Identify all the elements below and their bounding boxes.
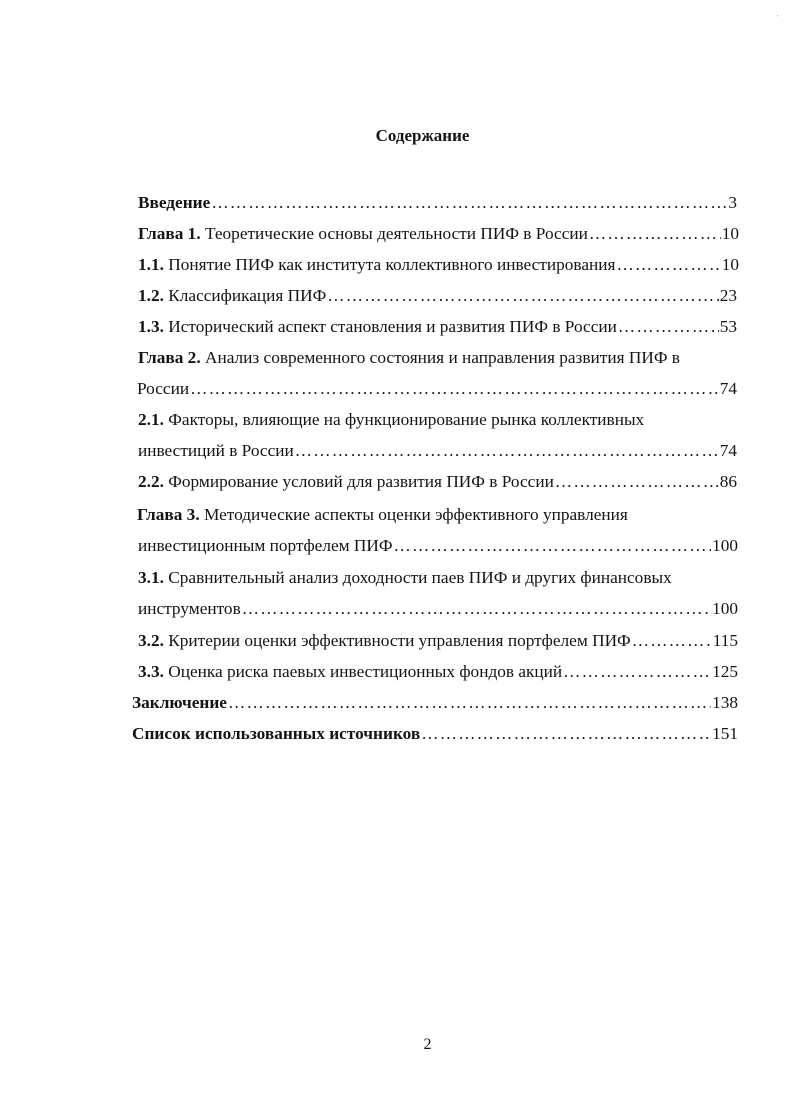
- section-title: Классификация ПИФ: [168, 286, 327, 305]
- chapter-number: Глава 2.: [138, 348, 201, 367]
- toc-page-number: 125: [712, 662, 738, 681]
- section-number: 3.3.: [138, 662, 164, 681]
- page-title: Содержание: [375, 126, 470, 145]
- toc-entry-section-3-1-continuation[interactable]: [138, 600, 738, 617]
- toc-page-number: 115: [712, 631, 738, 650]
- dot-leader: [190, 380, 719, 397]
- toc-entry-label: Заключение: [132, 693, 227, 712]
- dot-leader: [421, 725, 711, 742]
- toc-entry-label: [138, 663, 562, 680]
- section-number: 2.2.: [138, 472, 164, 491]
- toc-entry-label: [138, 349, 680, 366]
- section-number: 2.1.: [138, 410, 164, 429]
- section-number: 1.1.: [138, 255, 164, 274]
- dot-leader: [563, 663, 711, 680]
- section-title: Формирование условий для развития ПИФ в России: [168, 472, 554, 491]
- toc-entry-chapter-1[interactable]: [138, 225, 739, 242]
- toc-page-number: 23: [719, 286, 737, 305]
- toc-entry-section-3-2[interactable]: [138, 632, 738, 649]
- chapter-number: Глава 1.: [138, 224, 201, 243]
- section-number: 1.2.: [138, 286, 164, 305]
- toc-entry-sources[interactable]: [132, 725, 738, 742]
- toc-entry-label: [138, 411, 644, 428]
- toc-entry-label: [138, 318, 617, 335]
- toc-entry-intro[interactable]: [138, 194, 737, 211]
- section-title: Исторический аспект становления и развития ПИФ в России: [168, 317, 617, 336]
- section-title-continuation: инвестиций в России: [138, 441, 294, 460]
- toc-page-number: 10: [721, 224, 739, 243]
- toc-entry-label: [138, 225, 588, 242]
- toc-entry-conclusion[interactable]: [132, 694, 738, 711]
- page-number: 2: [423, 1036, 432, 1053]
- chapter-title-continuation: инвестиционным портфелем ПИФ: [138, 536, 393, 555]
- section-title: Понятие ПИФ как института коллективного инвестирования: [168, 255, 616, 274]
- toc-entry-chapter-3[interactable]: [137, 506, 628, 523]
- toc-entry-section-3-1[interactable]: [138, 569, 672, 586]
- section-number: 3.2.: [138, 631, 164, 650]
- toc-page-number: 100: [712, 599, 738, 618]
- toc-entry-label: Введение: [138, 193, 211, 212]
- chapter-number: Глава 3.: [137, 505, 200, 524]
- dot-leader: [555, 473, 719, 490]
- section-number: 3.1.: [138, 568, 164, 587]
- section-title: Оценка риска паевых инвестиционных фондов акций: [168, 662, 563, 681]
- toc-page-number: 151: [712, 724, 738, 743]
- toc-entry-label: [138, 473, 554, 490]
- dot-leader: [242, 600, 711, 617]
- dot-leader: [211, 194, 727, 211]
- section-title-continuation: инструментов: [138, 599, 241, 618]
- dot-leader: [394, 537, 712, 554]
- toc-entry-label: [138, 256, 615, 273]
- dot-leader: [295, 442, 719, 459]
- scan-mark: ´: [776, 14, 779, 23]
- toc-page-number: 138: [712, 693, 738, 712]
- toc-entry-chapter-3-continuation[interactable]: [138, 537, 738, 554]
- toc-entry-label: [138, 632, 631, 649]
- chapter-title: Методические аспекты оценки эффективного управления: [203, 505, 628, 524]
- toc-entry-section-2-1[interactable]: [138, 411, 644, 428]
- dot-leader: [616, 256, 720, 273]
- toc-entry-section-2-1-continuation[interactable]: [138, 442, 737, 459]
- toc-entry-label: [137, 506, 628, 523]
- toc-page-number: 74: [719, 441, 737, 460]
- dot-leader: [618, 318, 719, 335]
- section-title: Сравнительный анализ доходности паев ПИФ и других финансовых: [168, 568, 672, 587]
- toc-entry-label: Список использованных источников: [132, 724, 421, 743]
- dot-leader: [632, 632, 712, 649]
- dot-leader: [327, 287, 718, 304]
- toc-entry-chapter-2[interactable]: [138, 349, 680, 366]
- section-title: Критерии оценки эффективности управления портфелем ПИФ: [168, 631, 631, 650]
- toc-page-number: 74: [719, 379, 737, 398]
- section-number: 1.3.: [138, 317, 164, 336]
- toc-page-number: 10: [721, 255, 739, 274]
- toc-entry-label: [138, 569, 672, 586]
- toc-entry-section-1-2[interactable]: [138, 287, 737, 304]
- toc-entry-label: [138, 287, 326, 304]
- toc-page-number: 86: [719, 472, 737, 491]
- toc-entry-chapter-2-continuation[interactable]: [137, 380, 737, 397]
- chapter-title-continuation: России: [137, 379, 190, 398]
- dot-leader: [228, 694, 711, 711]
- toc-entry-section-1-3[interactable]: [138, 318, 737, 335]
- toc-entry-section-1-1[interactable]: [138, 256, 739, 273]
- chapter-title: Анализ современного состояния и направления развития ПИФ в: [204, 348, 680, 367]
- dot-leader: [589, 225, 721, 242]
- section-title: Факторы, влияющие на функционирование рынка коллективных: [168, 410, 645, 429]
- toc-entry-section-2-2[interactable]: [138, 473, 737, 490]
- toc-page-number: 100: [712, 536, 738, 555]
- toc-page-number: 53: [719, 317, 737, 336]
- toc-entry-section-3-3[interactable]: [138, 663, 738, 680]
- chapter-title: Теоретические основы деятельности ПИФ в России: [204, 224, 588, 243]
- table-of-contents: [0, 186, 795, 766]
- toc-page-number: 3: [728, 193, 737, 212]
